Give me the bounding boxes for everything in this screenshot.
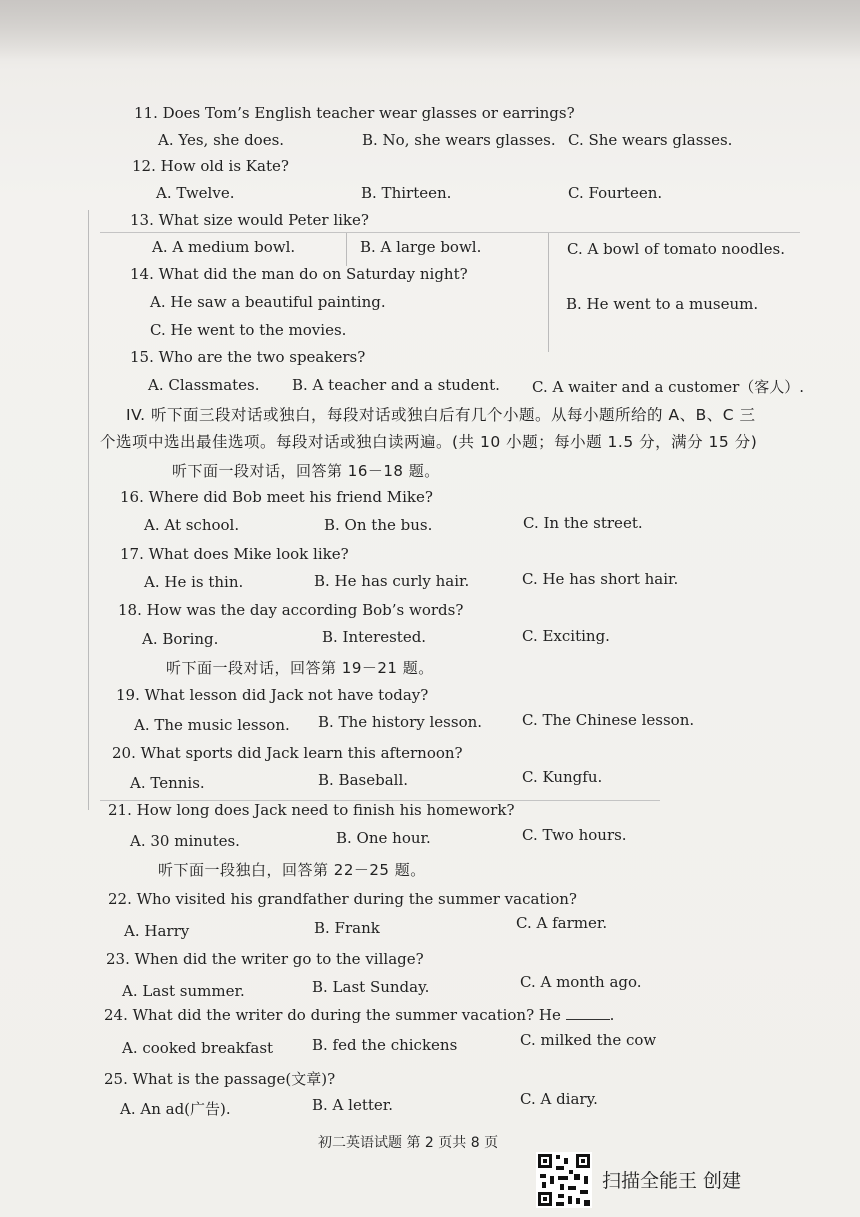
- option-b: B. Thirteen.: [361, 184, 452, 202]
- option-a: A. An ad(广告).: [120, 1100, 231, 1118]
- option-c: C. He has short hair.: [522, 570, 679, 588]
- subheading: 听下面一段对话，回答第 19－21 题。: [166, 659, 434, 677]
- qr-code-icon: [536, 1152, 592, 1208]
- option-b: B. Baseball.: [318, 771, 409, 789]
- option-a: A. Harry: [124, 922, 190, 940]
- option-c: C. Two hours.: [522, 826, 627, 844]
- question-stem: 25. What is the passage(文章)?: [104, 1070, 336, 1088]
- option-c: C. milked the cow: [520, 1031, 657, 1049]
- scanner-watermark: 扫描全能王 创建: [602, 1170, 742, 1192]
- option-c: C. He went to the movies.: [150, 321, 347, 339]
- subheading: 听下面一段对话，回答第 16－18 题。: [172, 462, 440, 480]
- option-a: A. cooked breakfast: [122, 1039, 274, 1057]
- bleed-line: [548, 232, 549, 352]
- option-c: C. Fourteen.: [568, 184, 663, 202]
- question-stem-text: 24. What did the writer do during the summer vacation? He: [104, 1006, 561, 1024]
- option-a: A. Yes, she does.: [158, 131, 285, 149]
- question-stem: 24. What did the writer do during the summer vacation? He .: [104, 1006, 615, 1024]
- option-a: A. A medium bowl.: [152, 238, 296, 256]
- question-stem: 19. What lesson did Jack not have today?: [116, 686, 429, 704]
- option-b: B. On the bus.: [324, 516, 433, 534]
- option-b: B. Frank: [314, 919, 380, 937]
- option-b: B. No, she wears glasses.: [362, 131, 556, 149]
- question-stem: 17. What does Mike look like?: [120, 545, 349, 563]
- question-stem: 12. How old is Kate?: [132, 157, 289, 175]
- option-a: A. At school.: [144, 516, 240, 534]
- scan-shadow: [0, 0, 860, 60]
- option-b: B. A teacher and a student.: [292, 376, 500, 394]
- option-a: A. Last summer.: [122, 982, 245, 1000]
- option-c: C. The Chinese lesson.: [522, 711, 695, 729]
- option-a: A. Classmates.: [148, 376, 260, 394]
- option-b: B. A large bowl.: [360, 238, 482, 256]
- option-a: A. Twelve.: [156, 184, 235, 202]
- qr-code-icon: [536, 1152, 592, 1208]
- option-a: A. The music lesson.: [134, 716, 290, 734]
- section-heading: IV. 听下面三段对话或独白，每段对话或独白后有几个小题。从每小题所给的 A、B、C 三: [126, 406, 756, 424]
- question-stem: 18. How was the day according Bob’s words?: [118, 601, 464, 619]
- question-stem: 16. Where did Bob meet his friend Mike?: [120, 488, 433, 506]
- option-a: A. He saw a beautiful painting.: [150, 293, 386, 311]
- question-stem: 21. How long does Jack need to finish his homework?: [108, 801, 515, 819]
- option-b: B. Last Sunday.: [312, 978, 430, 996]
- bleed-line: [88, 210, 89, 810]
- bleed-line: [346, 232, 347, 266]
- section-heading: 个选项中选出最佳选项。每段对话或独白读两遍。(共 10 小题；每小题 1.5 分，满分 15 分): [100, 433, 758, 451]
- option-c: C. A farmer.: [516, 914, 608, 932]
- option-c: C. She wears glasses.: [568, 131, 733, 149]
- option-c: C. A waiter and a customer（客人）.: [532, 378, 805, 396]
- question-stem: 23. When did the writer go to the village?: [106, 950, 424, 968]
- option-a: A. Tennis.: [130, 774, 205, 792]
- option-c: C. A bowl of tomato noodles.: [567, 240, 785, 258]
- option-b: B. A letter.: [312, 1096, 394, 1114]
- option-c: C. Exciting.: [522, 627, 610, 645]
- option-b: B. He has curly hair.: [314, 572, 470, 590]
- option-b: B. Interested.: [322, 628, 427, 646]
- bleed-line: [100, 232, 800, 233]
- question-stem: 22. Who visited his grandfather during the summer vacation?: [108, 890, 577, 908]
- question-stem: 20. What sports did Jack learn this afternoon?: [112, 744, 463, 762]
- option-a: A. He is thin.: [144, 573, 244, 591]
- option-c: C. A month ago.: [520, 973, 642, 991]
- option-c: C. In the street.: [523, 514, 643, 532]
- page-footer: 初二英语试题 第 2 页共 8 页: [318, 1135, 499, 1151]
- option-a: A. 30 minutes.: [130, 832, 240, 850]
- option-b: B. The history lesson.: [318, 713, 483, 731]
- question-stem: 14. What did the man do on Saturday night?: [130, 265, 468, 283]
- question-stem: 13. What size would Peter like?: [130, 211, 369, 229]
- option-b: B. He went to a museum.: [566, 295, 759, 313]
- option-c: C. A diary.: [520, 1090, 598, 1108]
- subheading: 听下面一段独白，回答第 22－25 题。: [158, 861, 426, 879]
- option-b: B. One hour.: [336, 829, 431, 847]
- option-b: B. fed the chickens: [312, 1036, 458, 1054]
- question-stem: 11. Does Tom’s English teacher wear glasses or earrings?: [134, 104, 575, 122]
- answer-blank: [566, 1007, 610, 1020]
- option-c: C. Kungfu.: [522, 768, 603, 786]
- question-stem: 15. Who are the two speakers?: [130, 348, 366, 366]
- option-a: A. Boring.: [142, 630, 219, 648]
